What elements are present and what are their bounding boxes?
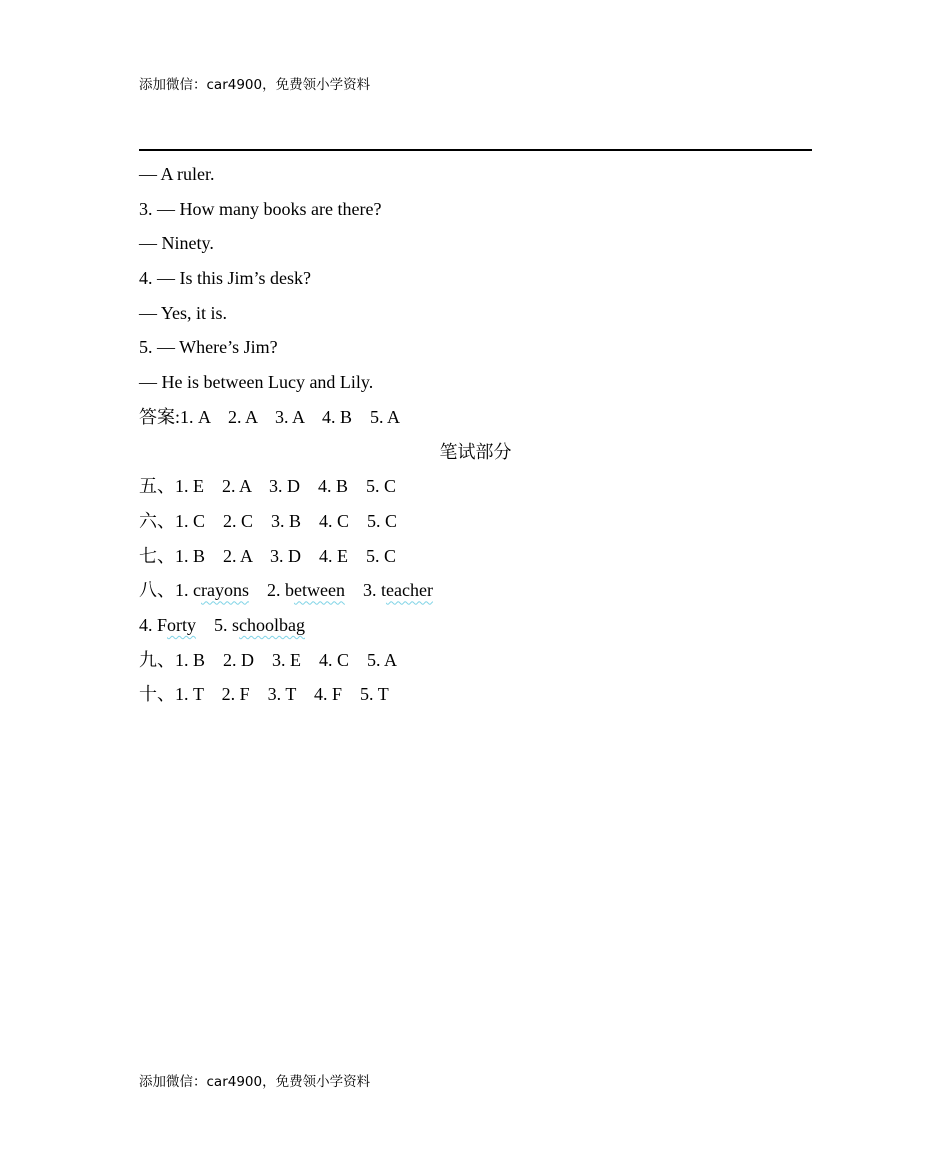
answer-row-10: 十、1. T 2. F 3. T 4. F 5. T xyxy=(139,684,389,705)
answer-word-crayons-first-letter: c xyxy=(193,580,201,601)
dialogue-line: — A ruler. xyxy=(139,164,215,184)
answer-row-8-sep1: 2. b xyxy=(249,580,294,601)
answer-content xyxy=(139,157,812,712)
dialogue-line: 5. — Where’s Jim? xyxy=(139,337,278,358)
answer-row-8b-sep: 5. s xyxy=(196,614,240,635)
answer-row-5: 五、1. E 2. A 3. D 4. B 5. C xyxy=(139,476,397,497)
answer-row-6: 六、1. C 2. C 3. B 4. C 5. C xyxy=(139,510,398,531)
answer-row-8 xyxy=(139,573,812,608)
spellcheck-word-schoolbag: choolbag xyxy=(239,614,306,635)
section-title: 笔试部分 xyxy=(439,441,512,462)
answer-row-8b-prefix: 4. F xyxy=(139,614,168,635)
answer-row-9: 九、1. B 2. D 3. E 4. C 5. A xyxy=(139,649,398,670)
dialogue-line: — Yes, it is. xyxy=(139,302,228,323)
spellcheck-word-forty: orty xyxy=(167,614,197,635)
spellcheck-word-teacher: eacher xyxy=(385,580,433,601)
header-note: 添加微信：car4900，免费领小学资料 xyxy=(139,77,371,93)
dialogue-line: — He is between Lucy and Lily. xyxy=(139,372,374,393)
answer-row-8-prefix: 八、1. xyxy=(139,580,193,601)
spellcheck-word-between: etween xyxy=(294,580,345,601)
answer-row-8-sep2: 3. xyxy=(344,580,381,601)
header-rule xyxy=(139,149,812,151)
answer-row-8-continued xyxy=(139,608,812,643)
footer-note: 添加微信：car4900，免费领小学资料 xyxy=(139,1074,371,1090)
dialogue-line: — Ninety. xyxy=(139,233,214,254)
dialogue-line: 4. — Is this Jim’s desk? xyxy=(139,268,312,289)
dialogue-line: 3. — How many books are there? xyxy=(139,198,382,219)
spellcheck-word-crayons: rayons xyxy=(201,580,249,601)
listening-answer-key: 答案:1. A 2. A 3. A 4. B 5. A xyxy=(139,406,401,427)
answer-row-7: 七、1. B 2. A 3. D 4. E 5. C xyxy=(139,545,397,566)
answer-word-teacher-first-letter: t xyxy=(380,580,386,601)
